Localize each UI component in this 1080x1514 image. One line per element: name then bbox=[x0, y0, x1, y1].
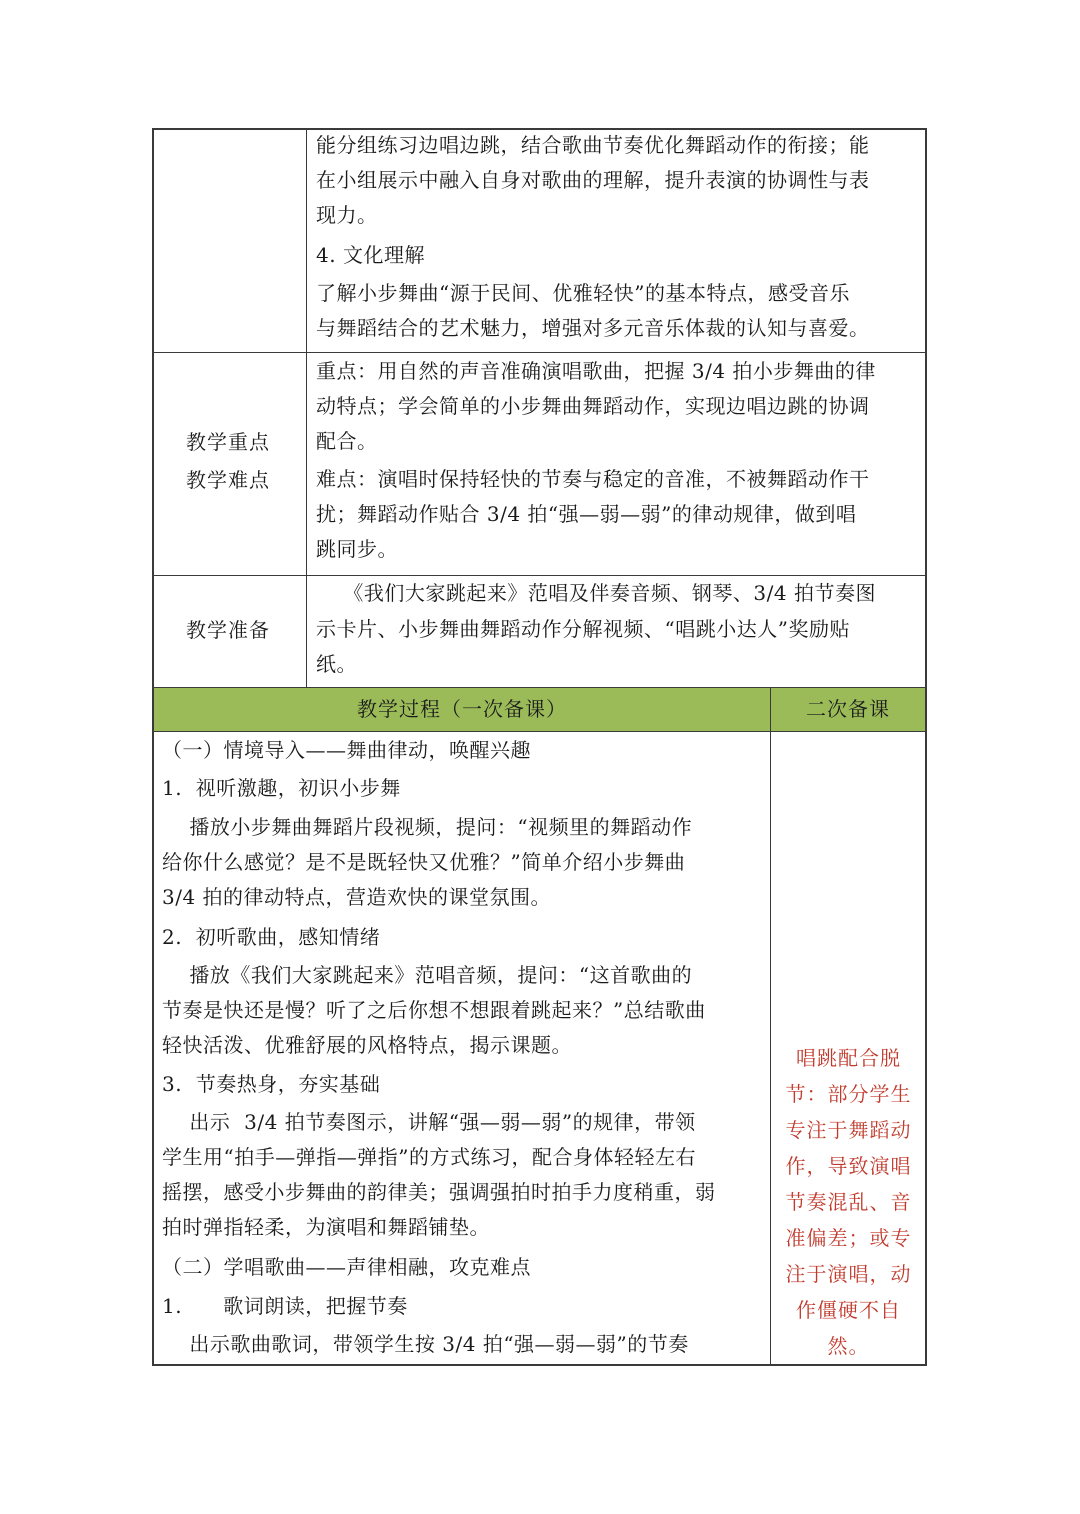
process-line: 播放小步舞曲舞蹈片段视频，提问：“视频里的舞蹈动作 bbox=[162, 815, 693, 839]
process-line: 轻快活泼、优雅舒展的风格特点，揭示课题。 bbox=[162, 1033, 572, 1057]
objective-line: 了解小步舞曲“源于民间、优雅轻快”的基本特点，感受音乐 bbox=[316, 281, 850, 305]
key-point-line: 配合。 bbox=[316, 429, 378, 453]
process-line: 播放《我们大家跳起来》范唱音频，提问：“这首歌曲的 bbox=[162, 963, 693, 987]
label-column-divider bbox=[306, 128, 307, 688]
second-prep-line: 唱跳配合脱 bbox=[796, 1046, 901, 1070]
process-line: 拍时弹指轻柔，为演唱和舞蹈铺垫。 bbox=[162, 1215, 490, 1239]
key-point-line: 动特点；学会简单的小步舞曲舞蹈动作，实现边唱边跳的协调 bbox=[316, 394, 870, 418]
table-border-right bbox=[925, 128, 927, 1366]
process-line: 节奏是快还是慢？听了之后你想不想跟着跳起来？”总结歌曲 bbox=[162, 998, 706, 1022]
second-prep-line: 节奏混乱、音 bbox=[785, 1190, 912, 1214]
process-step-heading: 1. 歌词朗读，把握节奏 bbox=[162, 1294, 408, 1318]
process-header-title: 教学过程（一次备课） bbox=[357, 697, 567, 721]
second-prep-line: 专注于舞蹈动 bbox=[785, 1118, 912, 1142]
difficult-point-line: 难点：演唱时保持轻快的节奏与稳定的音准，不被舞蹈动作干 bbox=[316, 467, 870, 491]
process-line: 给你什么感觉？是不是既轻快又优雅？”简单介绍小步舞曲 bbox=[162, 850, 686, 874]
preparation-line: 示卡片、小步舞曲舞蹈动作分解视频、“唱跳小达人”奖励贴 bbox=[316, 617, 850, 641]
row-divider-4 bbox=[152, 731, 927, 732]
preparation-line: 《我们大家跳起来》范唱及伴奏音频、钢琴、3/4 拍节奏图 bbox=[316, 581, 876, 605]
difficult-point-line: 跳同步。 bbox=[316, 537, 398, 561]
process-line: 出示歌曲歌词，带领学生按 3/4 拍“强—弱—弱”的节奏 bbox=[162, 1332, 689, 1356]
preparation-line: 纸。 bbox=[316, 652, 357, 676]
row-divider-1 bbox=[152, 352, 927, 353]
objective-heading-culture: 4. 文化理解 bbox=[316, 243, 425, 267]
label-preparation: 教学准备 bbox=[186, 618, 270, 642]
objective-line: 与舞蹈结合的艺术魅力，增强对多元音乐体裁的认知与喜爱。 bbox=[316, 316, 870, 340]
label-difficult-points: 教学难点 bbox=[186, 468, 270, 492]
process-section-heading: （一）情境导入——舞曲律动，唤醒兴趣 bbox=[162, 738, 531, 762]
process-line: 出示 3/4 拍节奏图示，讲解“强—弱—弱”的规律，带领 bbox=[162, 1110, 696, 1134]
second-prep-column-divider bbox=[770, 687, 771, 1365]
second-prep-line: 作，导致演唱 bbox=[785, 1154, 912, 1178]
second-prep-line: 注于演唱，动 bbox=[785, 1262, 912, 1286]
difficult-point-line: 扰；舞蹈动作贴合 3/4 拍“强—弱—弱”的律动规律，做到唱 bbox=[316, 502, 857, 526]
label-key-points: 教学重点 bbox=[186, 430, 270, 454]
objective-line: 在小组展示中融入自身对歌曲的理解，提升表演的协调性与表 bbox=[316, 168, 870, 192]
process-step-heading: 3. 节奏热身，夯实基础 bbox=[162, 1072, 381, 1096]
key-point-line: 重点：用自然的声音准确演唱歌曲，把握 3/4 拍小步舞曲的律 bbox=[316, 359, 876, 383]
second-prep-line: 节：部分学生 bbox=[785, 1082, 912, 1106]
process-line: 3/4 拍的律动特点，营造欢快的课堂氛围。 bbox=[162, 885, 552, 909]
table-border-left bbox=[152, 128, 154, 1366]
process-step-heading: 1. 视听激趣，初识小步舞 bbox=[162, 776, 401, 800]
second-prep-line: 准偏差；或专 bbox=[785, 1226, 912, 1250]
objective-line: 现力。 bbox=[316, 203, 378, 227]
process-line: 摇摆，感受小步舞曲的韵律美；强调强拍时拍手力度稍重，弱 bbox=[162, 1180, 716, 1204]
table-border-bottom bbox=[152, 1364, 927, 1366]
objective-line: 能分组练习边唱边跳，结合歌曲节奏优化舞蹈动作的衔接；能 bbox=[316, 133, 870, 157]
process-line: 学生用“拍手—弹指—弹指”的方式练习，配合身体轻轻左右 bbox=[162, 1145, 696, 1169]
second-prep-line: 然。 bbox=[827, 1334, 870, 1358]
process-step-heading: 2. 初听歌曲，感知情绪 bbox=[162, 925, 381, 949]
second-prep-header-title: 二次备课 bbox=[806, 697, 890, 721]
process-section-heading: （二）学唱歌曲——声律相融，攻克难点 bbox=[162, 1255, 531, 1279]
second-prep-line: 作僵硬不自 bbox=[796, 1298, 901, 1322]
